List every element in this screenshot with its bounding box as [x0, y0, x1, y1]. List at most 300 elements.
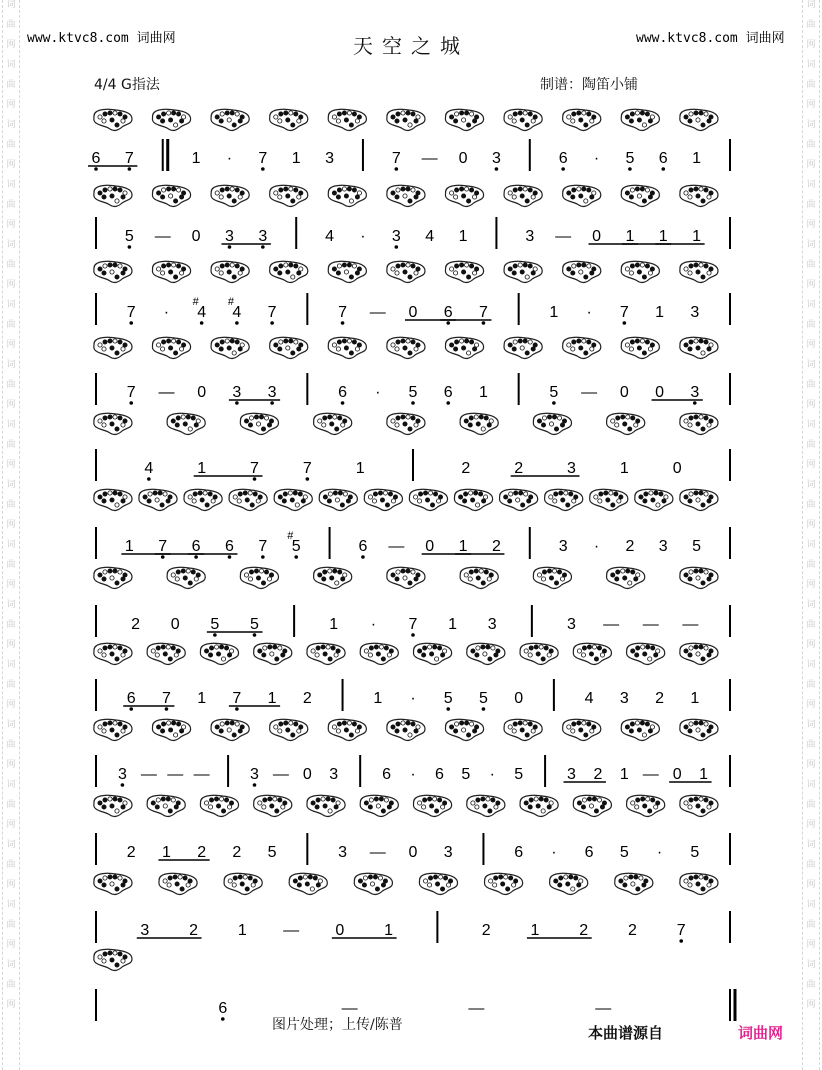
- ocarina-fingering-icon: [409, 489, 447, 510]
- low-octave-dot: [253, 633, 257, 637]
- note-digit: 3: [558, 538, 568, 555]
- low-octave-dot: [235, 707, 239, 711]
- watermark-glyph: 曲: [806, 860, 816, 870]
- note-digit: 0: [672, 766, 682, 783]
- watermark-glyph: 曲: [6, 380, 16, 390]
- ocarina-fingering-icon: [621, 719, 659, 740]
- note-digit: 6: [225, 538, 234, 555]
- ocarina-fingering-icon: [445, 185, 483, 206]
- note-digit: 2: [302, 690, 312, 707]
- note-digit: —: [193, 766, 210, 783]
- ocarina-fingering-icon: [360, 795, 398, 816]
- watermark-glyph: 曲: [6, 680, 16, 690]
- note-digit: 5: [619, 844, 629, 861]
- note-digit: ·: [226, 150, 233, 167]
- low-octave-dot: [128, 167, 132, 171]
- ocarina-fingering-icon: [200, 795, 238, 816]
- ocarina-fingering-icon: [152, 337, 190, 358]
- low-octave-dot: [253, 477, 257, 481]
- watermark-glyph: 网: [6, 40, 16, 50]
- watermark-glyph: 网: [6, 460, 16, 470]
- note-digit: 6: [382, 766, 392, 783]
- watermark-glyph: 曲: [806, 920, 816, 930]
- note-digit: 6: [434, 766, 444, 783]
- low-octave-dot: [628, 167, 632, 171]
- note-digit: —: [682, 616, 699, 633]
- note-digit: 7: [250, 460, 259, 477]
- low-octave-dot: [129, 321, 133, 325]
- note-digit: 3: [338, 844, 348, 861]
- note-digit: 7: [478, 304, 488, 321]
- low-octave-dot: [561, 167, 565, 171]
- note-digit: 6: [338, 384, 348, 401]
- note-digit: —: [603, 616, 620, 633]
- note-digit: 7: [126, 304, 136, 321]
- watermark-glyph: 曲: [806, 200, 816, 210]
- ocarina-fingering-icon: [445, 337, 483, 358]
- ocarina-fingering-icon: [485, 873, 523, 894]
- note-digit: 0: [514, 690, 524, 707]
- watermark-glyph: 曲: [806, 680, 816, 690]
- note-digit: 7: [619, 304, 629, 321]
- note-digit: 1: [619, 460, 629, 477]
- note-digit: 1: [699, 766, 709, 783]
- watermark-glyph: 词: [6, 600, 16, 610]
- note-digit: —: [369, 304, 386, 321]
- note-digit: —: [642, 766, 659, 783]
- low-octave-dot: [693, 401, 697, 405]
- watermark-glyph: 曲: [6, 320, 16, 330]
- ocarina-fingering-icon: [211, 261, 249, 282]
- note-digit: 3: [140, 922, 150, 939]
- ocarina-fingering-icon: [328, 109, 366, 130]
- note-digit: ·: [360, 228, 366, 245]
- watermark-glyph: 词: [806, 180, 816, 190]
- watermark-glyph: 网: [806, 220, 816, 230]
- low-octave-dot: [129, 707, 133, 711]
- watermark-glyph: 曲: [806, 740, 816, 750]
- ocarina-fingering-icon: [152, 719, 190, 740]
- note-digit: 0: [408, 304, 418, 321]
- note-digit: 3: [443, 844, 453, 861]
- note-digit: 6: [218, 1000, 228, 1017]
- ocarina-fingering-icon: [211, 337, 249, 358]
- ocarina-fingering-icon: [314, 567, 352, 588]
- ocarina-fingering-icon: [270, 185, 308, 206]
- ocarina-fingering-icon: [460, 567, 498, 588]
- watermark-glyph: 网: [6, 940, 16, 950]
- low-octave-dot: [261, 245, 265, 249]
- ocarina-fingering-icon: [274, 489, 312, 510]
- watermark-glyph: 网: [806, 400, 816, 410]
- watermark-glyph: 曲: [806, 560, 816, 570]
- note-digit: 6: [658, 150, 668, 167]
- watermark-glyph: 曲: [6, 980, 16, 990]
- watermark-glyph: 网: [806, 760, 816, 770]
- ocarina-fingering-icon: [635, 489, 673, 510]
- watermark-glyph: 网: [806, 160, 816, 170]
- low-octave-dot: [200, 321, 204, 325]
- note-digit: —: [154, 228, 171, 245]
- note-digit: 3: [567, 616, 576, 633]
- ocarina-fingering-icon: [387, 567, 425, 588]
- score-title: 天空之城: [353, 34, 469, 58]
- note-digit: 6: [584, 844, 594, 861]
- watermark-glyph: 网: [6, 100, 16, 110]
- note-digit: 3: [325, 150, 335, 167]
- note-digit: ·: [375, 384, 381, 401]
- watermark-glyph: 词: [806, 540, 816, 550]
- ocarina-fingering-icon: [94, 873, 132, 894]
- note-digit: 2: [232, 844, 242, 861]
- ocarina-fingering-icon: [254, 795, 292, 816]
- note-digit: 3: [567, 766, 576, 783]
- ocarina-fingering-icon: [270, 261, 308, 282]
- low-octave-dot: [446, 401, 450, 405]
- ocarina-fingering-icon: [139, 489, 177, 510]
- ocarina-fingering-icon: [94, 261, 132, 282]
- watermark-glyph: 网: [6, 700, 16, 710]
- note-digit: 4: [197, 304, 207, 321]
- note-digit: 2: [628, 922, 637, 939]
- note-digit: 0: [302, 766, 312, 783]
- note-digit: ·: [593, 538, 600, 555]
- ocarina-fingering-icon: [94, 337, 132, 358]
- watermark-glyph: 词: [806, 480, 816, 490]
- ocarina-fingering-icon: [184, 489, 222, 510]
- watermark-glyph: 词: [806, 300, 816, 310]
- ocarina-fingering-icon: [270, 109, 308, 130]
- note-digit: 1: [448, 616, 458, 633]
- note-digit: 6: [443, 384, 453, 401]
- note-digit: 1: [373, 690, 383, 707]
- sharp-sign: #: [227, 296, 235, 308]
- watermark-glyph: 曲: [6, 740, 16, 750]
- low-octave-dot: [261, 167, 265, 171]
- note-digit: 1: [549, 304, 559, 321]
- ocarina-fingering-icon: [360, 643, 398, 664]
- source-site-logo[interactable]: 词曲网: [738, 1024, 784, 1042]
- low-octave-dot: [482, 321, 486, 325]
- note-digit: 6: [558, 150, 568, 167]
- ocarina-fingering-icon: [94, 185, 132, 206]
- watermark-glyph: 网: [806, 820, 816, 830]
- ocarina-fingering-icon: [680, 795, 718, 816]
- watermark-glyph: 网: [6, 880, 16, 890]
- low-octave-dot: [679, 939, 683, 943]
- watermark-glyph: 曲: [806, 500, 816, 510]
- ocarina-fingering-icon: [94, 413, 132, 434]
- low-octave-dot: [623, 321, 627, 325]
- ocarina-fingering-icon: [413, 795, 451, 816]
- note-digit: 7: [258, 150, 268, 167]
- low-octave-dot: [306, 477, 310, 481]
- note-digit: 7: [338, 304, 348, 321]
- ocarina-fingering-icon: [254, 643, 292, 664]
- ocarina-fingering-icon: [387, 413, 425, 434]
- watermark-glyph: 曲: [6, 860, 16, 870]
- watermark-glyph: 网: [806, 640, 816, 650]
- note-digit: 2: [461, 460, 471, 477]
- ocarina-fingering-icon: [627, 643, 665, 664]
- site-link-left[interactable]: www.ktvc8.com 词曲网: [27, 31, 176, 46]
- note-digit: ·: [656, 844, 663, 861]
- ocarina-fingering-icon: [504, 185, 542, 206]
- watermark-glyph: 曲: [806, 980, 816, 990]
- watermark-glyph: 词: [806, 420, 816, 430]
- watermark-glyph: 词: [6, 720, 16, 730]
- note-digit: 5: [210, 616, 220, 633]
- note-digit: 0: [408, 844, 418, 861]
- watermark-glyph: 网: [806, 880, 816, 890]
- note-digit: 0: [197, 384, 207, 401]
- watermark-glyph: 词: [806, 60, 816, 70]
- note-digit: 5: [250, 616, 259, 633]
- ocarina-fingering-icon: [563, 337, 601, 358]
- note-digit: 7: [676, 922, 686, 939]
- note-digit: 5: [124, 228, 134, 245]
- note-digit: —: [421, 150, 438, 167]
- sharp-sign: #: [192, 296, 199, 308]
- ocarina-fingering-icon: [200, 643, 238, 664]
- ocarina-fingering-icon: [328, 185, 366, 206]
- ocarina-fingering-icon: [563, 261, 601, 282]
- watermark-glyph: 词: [806, 960, 816, 970]
- note-digit: 2: [126, 844, 136, 861]
- ocarina-fingering-icon: [152, 109, 190, 130]
- note-digit: 3: [250, 766, 259, 783]
- low-octave-dot: [446, 321, 450, 325]
- note-digit: 1: [658, 228, 668, 245]
- watermark-glyph: 词: [806, 600, 816, 610]
- note-digit: 5: [267, 844, 277, 861]
- note-digit: 0: [619, 384, 629, 401]
- note-digit: 3: [690, 384, 700, 401]
- note-digit: 7: [161, 690, 171, 707]
- watermark-glyph: 词: [806, 720, 816, 730]
- ocarina-fingering-icon: [615, 873, 653, 894]
- watermark-glyph: 词: [806, 240, 816, 250]
- note-digit: 0: [170, 616, 180, 633]
- ocarina-fingering-icon: [94, 949, 132, 970]
- note-digit: 7: [158, 538, 168, 555]
- ocarina-fingering-icon: [387, 261, 425, 282]
- watermark-glyph: 网: [806, 1000, 816, 1010]
- note-digit: 0: [592, 228, 601, 245]
- watermark-glyph: 曲: [6, 20, 16, 30]
- note-digit: —: [581, 384, 598, 401]
- watermark-glyph: 词: [6, 780, 16, 790]
- ocarina-fingering-icon: [680, 109, 718, 130]
- watermark-glyph: 曲: [806, 380, 816, 390]
- watermark-glyph: 词: [6, 540, 16, 550]
- low-octave-dot: [194, 555, 198, 559]
- ocarina-fingering-icon: [307, 795, 345, 816]
- ocarina-fingering-icon: [167, 567, 205, 588]
- note-digit: 6: [191, 538, 201, 555]
- ocarina-fingering-icon: [563, 109, 601, 130]
- watermark-glyph: 曲: [6, 560, 16, 570]
- watermark-glyph: 词: [6, 120, 16, 130]
- note-digit: —: [468, 1000, 485, 1017]
- watermark-glyph: 网: [6, 520, 16, 530]
- watermark-glyph: 网: [6, 580, 16, 590]
- ocarina-fingering-icon: [354, 873, 392, 894]
- low-octave-dot: [552, 401, 556, 405]
- note-digit: ·: [593, 150, 600, 167]
- low-octave-dot: [395, 167, 399, 171]
- ocarina-fingering-icon: [328, 337, 366, 358]
- ocarina-fingering-icon: [621, 261, 659, 282]
- ocarina-fingering-icon: [504, 261, 542, 282]
- note-digit: 3: [567, 460, 576, 477]
- ocarina-fingering-icon: [94, 795, 132, 816]
- note-digit: ·: [370, 616, 377, 633]
- watermark-glyph: 网: [6, 160, 16, 170]
- note-digit: 1: [124, 538, 134, 555]
- ocarina-fingering-icon: [607, 567, 645, 588]
- ocarina-fingering-icon: [387, 337, 425, 358]
- ocarina-fingering-icon: [270, 719, 308, 740]
- ocarina-fingering-icon: [94, 109, 132, 130]
- low-octave-dot: [228, 245, 232, 249]
- ocarina-fingering-icon: [533, 567, 571, 588]
- watermark-glyph: 词: [6, 840, 16, 850]
- low-octave-dot: [294, 555, 298, 559]
- ocarina-fingering-icon: [445, 109, 483, 130]
- note-digit: 4: [325, 228, 335, 245]
- note-digit: 4: [232, 304, 242, 321]
- watermark-glyph: 网: [806, 40, 816, 50]
- watermark-glyph: 网: [6, 760, 16, 770]
- ocarina-fingering-icon: [563, 185, 601, 206]
- watermark-glyph: 网: [806, 520, 816, 530]
- watermark-glyph: 词: [6, 0, 16, 10]
- note-digit: 1: [530, 922, 540, 939]
- watermark-glyph: 曲: [806, 260, 816, 270]
- ocarina-fingering-icon: [211, 185, 249, 206]
- note-digit: 4: [425, 228, 435, 245]
- note-digit: 1: [478, 384, 488, 401]
- note-digit: —: [272, 766, 289, 783]
- note-digit: 2: [593, 766, 603, 783]
- note-digit: 2: [481, 922, 491, 939]
- note-digit: 3: [487, 616, 497, 633]
- note-digit: 3: [258, 228, 268, 245]
- ocarina-fingering-icon: [520, 795, 558, 816]
- note-digit: 1: [161, 844, 171, 861]
- ocarina-fingering-icon: [94, 567, 132, 588]
- note-digit: 3: [391, 228, 401, 245]
- note-digit: 6: [91, 150, 101, 167]
- note-digit: 3: [658, 538, 668, 555]
- low-octave-dot: [221, 1017, 225, 1021]
- watermark-glyph: 曲: [806, 140, 816, 150]
- ocarina-fingering-icon: [460, 413, 498, 434]
- watermark-glyph: 词: [806, 780, 816, 790]
- ocarina-fingering-icon: [550, 873, 588, 894]
- watermark-glyph: 网: [6, 340, 16, 350]
- watermark-glyph: 曲: [6, 920, 16, 930]
- note-digit: 5: [461, 766, 471, 783]
- watermark-glyph: 曲: [806, 80, 816, 90]
- note-digit: 6: [514, 844, 524, 861]
- ocarina-fingering-icon: [545, 489, 583, 510]
- ocarina-fingering-icon: [563, 719, 601, 740]
- note-digit: 1: [291, 150, 301, 167]
- ocarina-fingering-icon: [454, 489, 492, 510]
- watermark-glyph: 网: [6, 400, 16, 410]
- watermark-glyph: 网: [806, 700, 816, 710]
- ocarina-fingering-icon: [467, 795, 505, 816]
- ocarina-fingering-icon: [445, 719, 483, 740]
- note-digit: —: [369, 844, 386, 861]
- ocarina-fingering-icon: [504, 109, 542, 130]
- watermark-glyph: 词: [806, 900, 816, 910]
- ocarina-fingering-icon: [387, 109, 425, 130]
- note-digit: 4: [584, 690, 594, 707]
- note-digit: 5: [443, 690, 453, 707]
- watermark-glyph: 词: [6, 660, 16, 670]
- ocarina-fingering-icon: [680, 185, 718, 206]
- watermark-glyph: 曲: [806, 440, 816, 450]
- watermark-glyph: 词: [6, 300, 16, 310]
- ocarina-fingering-icon: [94, 643, 132, 664]
- ocarina-fingering-icon: [573, 795, 611, 816]
- watermark-glyph: 网: [806, 580, 816, 590]
- site-link-right[interactable]: www.ktvc8.com 词曲网: [636, 31, 785, 46]
- note-digit: 0: [655, 384, 665, 401]
- low-octave-dot: [661, 167, 665, 171]
- meter-key: 4/4 G指法: [94, 77, 160, 93]
- ocarina-fingering-icon: [364, 489, 402, 510]
- low-octave-dot: [235, 321, 239, 325]
- note-digit: 3: [117, 766, 127, 783]
- ocarina-fingering-icon: [680, 337, 718, 358]
- watermark-glyph: 曲: [806, 20, 816, 30]
- note-digit: ·: [410, 690, 416, 707]
- note-digit: —: [158, 384, 175, 401]
- low-octave-dot: [495, 167, 499, 171]
- watermark-glyph: 网: [806, 940, 816, 950]
- low-octave-dot: [128, 245, 132, 249]
- note-digit: 3: [525, 228, 535, 245]
- ocarina-fingering-icon: [152, 261, 190, 282]
- ocarina-fingering-icon: [289, 873, 327, 894]
- low-octave-dot: [147, 477, 151, 481]
- ocarina-fingering-icon: [328, 261, 366, 282]
- ocarina-fingering-icon: [680, 643, 718, 664]
- ocarina-fingering-icon: [590, 489, 628, 510]
- ocarina-fingering-icon: [621, 109, 659, 130]
- watermark-glyph: 曲: [806, 620, 816, 630]
- watermark-glyph: 词: [6, 420, 16, 430]
- upload-credit: 图片处理；上传/陈普: [272, 1017, 403, 1033]
- note-digit: —: [595, 1000, 612, 1017]
- watermark-glyph: 词: [6, 240, 16, 250]
- note-digit: 1: [197, 690, 207, 707]
- ocarina-fingering-icon: [504, 719, 542, 740]
- low-octave-dot: [213, 633, 217, 637]
- note-digit: 1: [619, 766, 629, 783]
- note-digit: 3: [232, 384, 242, 401]
- note-digit: 5: [625, 150, 635, 167]
- watermark-glyph: 词: [6, 960, 16, 970]
- note-digit: —: [140, 766, 157, 783]
- note-digit: 1: [267, 690, 277, 707]
- ocarina-fingering-icon: [467, 643, 505, 664]
- watermark-glyph: 曲: [6, 800, 16, 810]
